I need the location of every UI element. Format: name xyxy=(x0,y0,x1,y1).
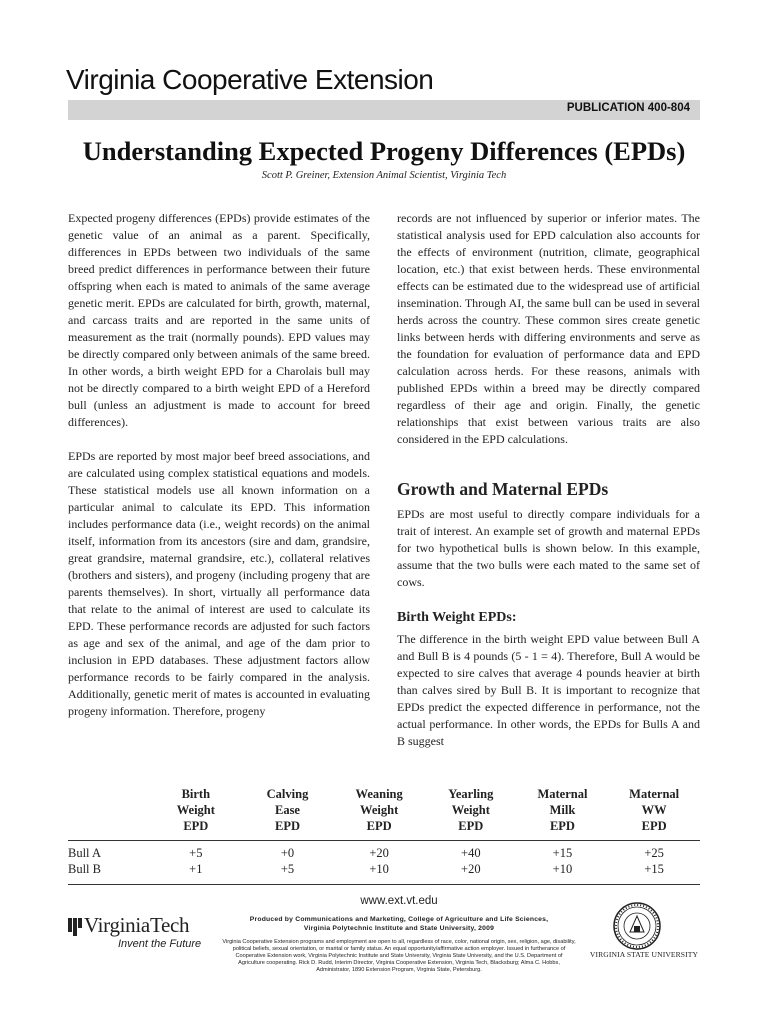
vt-tagline: Invent the Future xyxy=(118,938,202,950)
page-title: Understanding Expected Progeny Differences (EPDs) xyxy=(82,136,686,166)
table-cell: +10 xyxy=(552,862,573,876)
table-cell: +5 xyxy=(189,846,203,860)
row-label: Bull A xyxy=(68,846,101,860)
left-column xyxy=(68,210,370,720)
header-maternal-ww: Maternal WW EPD xyxy=(629,787,680,833)
vsu-seal-icon xyxy=(613,902,661,950)
paragraph-reporting: EPDs are reported by most major beef breed associations, and are calculated using complex statistical equations and models. These statistical models use all known information on a particular animal to calculate its EPD. This information includes performance data (i.e., weight records) on the animal itself, information from its ancestors (sire and dam, grandsire, great grandsire, maternal grandsire, etc.), collateral relatives (brothers and sisters), and progeny (including progeny that are parents themselves). In short, virtually all performance data that relate to the animal of interest are used to calculate its EPD. These performance records are adjusted for such factors as age and sex of the animal, and age of the dam prior to inclusion in EPD databases. These adjustment factors allow performance records to be fairly compared in the analysis. Additionally, genetic merit of mates is accounted in evaluating progeny information. Therefore, progeny xyxy=(68,449,370,718)
paragraph-growth: EPDs are most useful to directly compare individuals for a trait of interest. An example set of growth and maternal EPDs for two hypothetical bulls is shown below. In this example, assume that the two bulls were each mated to the same set of cows. xyxy=(397,507,700,589)
paragraph-progeny: records are not influenced by superior or inferior mates. The statistical analysis used for EPD calculation also accounts for the effects of environment (nutrition, climate, geographical location, etc.) that exist between herds. These environmental effects can be estimated due to the widespread use of artificial insemination. Through AI, the same bull can be used in several herds across the country. These common sires create genetic links between herds with differing environments and serve as the foundation for evaluation of performance data and EPD calculation across herds. For these reasons, animals with published EPDs within a breed may be directly compared regardless of their age and origin. Finally, the genetic relationships that exist between various traits are also considered in the EPD calculations. xyxy=(397,211,700,446)
vt-hokie-icon xyxy=(68,917,82,937)
publication-number: PUBLICATION 400-804 xyxy=(566,102,690,114)
org-name: Virginia Cooperative Extension xyxy=(66,64,434,95)
heading-birth-weight: Birth Weight EPDs: xyxy=(397,610,517,625)
row-label: Bull B xyxy=(68,862,101,876)
footer-produced: Produced by Communications and Marketing, College of Agriculture and Life Sciences, xyxy=(249,916,549,923)
right-column xyxy=(397,210,700,750)
vsu-name: VIRGINIA STATE UNIVERSITY xyxy=(589,950,699,959)
table-cell: +15 xyxy=(644,862,664,876)
table-row xyxy=(68,841,700,862)
header-weaning-weight: Weaning Weight EPD xyxy=(355,787,403,833)
paragraph-intro: Expected progeny differences (EPDs) provide estimates of the genetic value of an animal as a parent. Specifically, differences in EPDs between two individuals of the same breed predict differences in performance between their future offspring when each is mated to animals of the same average genetic merit. EPDs are calculated for birth, growth, maternal, and carcass traits and are reported in the same units of measurement as the trait (normally pounds). EPD values may be directly compared only between animals of the same breed. In other words, a birth weight EPD for a Charolais bull may not be directly compared to a birth weight EPD of a Hereford bull (unless an adjustment is made to account for breed differences). xyxy=(68,211,370,429)
table-cell: +15 xyxy=(552,846,573,860)
table-cell: +5 xyxy=(280,862,295,876)
header-yearling-weight: Yearling Weight EPD xyxy=(448,787,494,833)
footer-center xyxy=(222,894,576,974)
footer-eeo-statement: Virginia Cooperative Extension programs and employment are open to all, regardless of race, color, national origin, sex, religion, age, disability, political beliefs, sexual orientation, or marital or family status. An equal opportunity/affirmative action employer. Issued in furtherance of Cooperative Extension work, Virginia Polytechnic Institute and State University, Virginia State University, and the U.S. Department of Agriculture cooperating. Rick D. Rudd, Interim Director, Virginia Cooperative Extension, Virginia Tech, Blacksburg; Alma C. Hobbs, Administrator, 1890 Extension Program, Virginia State, Petersburg. xyxy=(222,939,576,973)
footer-divider xyxy=(68,884,700,885)
header-blank xyxy=(68,786,150,841)
header-calving-ease: Calving Ease EPD xyxy=(266,787,309,833)
heading-growth-maternal: Growth and Maternal EPDs xyxy=(397,479,609,499)
table-cell: +40 xyxy=(461,846,481,860)
paragraph-birth-weight: The difference in the birth weight EPD value between Bull A and Bull B is 4 pounds (5 - 1 = 4). Therefore, Bull A would be expected to sire calves that average 4 pounds heavier at birth than calves sired by Bull B. It is important to recognize that EPDs predict the expected difference in performance, not the actual performance. In other words, the EPDs for Bulls A and B suggest xyxy=(397,632,700,748)
epd-table xyxy=(68,786,700,877)
table-cell: +1 xyxy=(189,862,203,876)
footer-url[interactable]: www.ext.vt.edu xyxy=(360,895,438,907)
table-row xyxy=(68,861,700,877)
footer-produced-2: Virginia Polytechnic Institute and State University, 2009 xyxy=(303,925,495,932)
table-cell: +25 xyxy=(644,846,664,860)
table-cell: +20 xyxy=(461,862,481,876)
table-cell: +0 xyxy=(280,846,295,860)
header-maternal-milk: Maternal Milk EPD xyxy=(537,787,588,833)
vt-logo-name: VirginiaTech xyxy=(84,913,190,937)
table-cell: +20 xyxy=(369,846,389,860)
table-cell: +10 xyxy=(369,862,389,876)
publication-bar xyxy=(68,100,700,120)
epd-header-row xyxy=(68,786,700,841)
author-line: Scott P. Greiner, Extension Animal Scientist, Virginia Tech xyxy=(261,170,507,181)
header-birth-weight: Birth Weight EPD xyxy=(176,787,215,833)
